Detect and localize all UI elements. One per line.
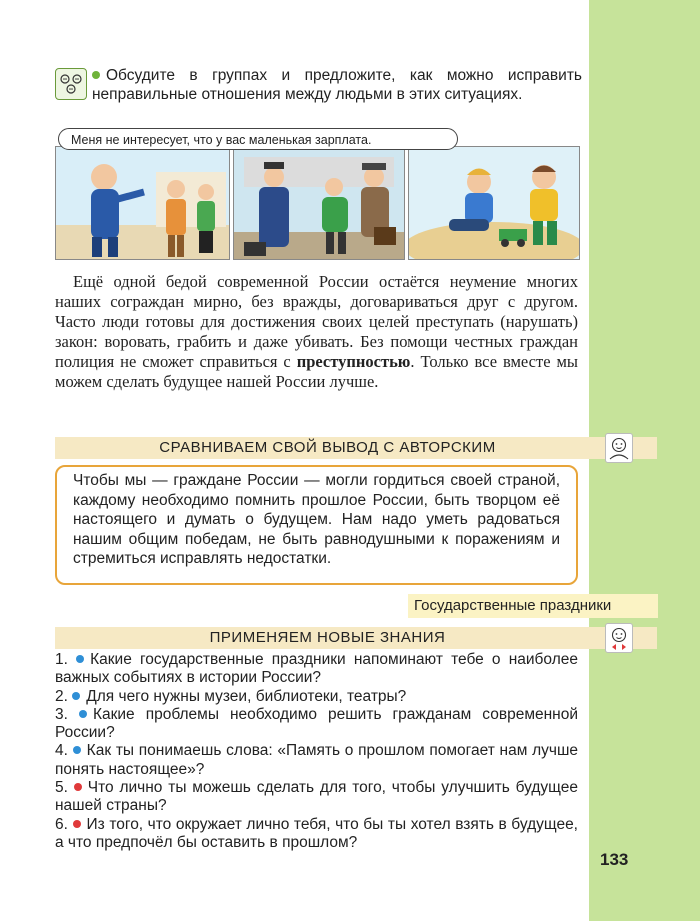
question-text: Какие проблемы необходимо решить гражданам современной России? xyxy=(55,705,579,742)
face-compare-icon xyxy=(605,433,633,463)
illustration-kids-fight xyxy=(408,146,580,260)
question-text: Какие государственные праздники напоминают тебе о наиболее важных событиях в истории России? xyxy=(55,651,578,687)
question-number: 5. xyxy=(55,779,68,797)
green-marker-icon xyxy=(92,71,100,79)
question-number: 4. xyxy=(55,742,68,760)
author-conclusion-box xyxy=(55,465,578,585)
paragraph-text-2: . Только все вместе мы можем сделать будущее нашей России лучше. xyxy=(55,352,578,391)
question-item xyxy=(55,706,578,743)
question-number: 2. xyxy=(55,687,68,705)
question-item xyxy=(55,742,578,779)
question-text: Как ты понимаешь слова: «Память о прошлом помогает нам лучше понять настоящее»? xyxy=(55,742,579,778)
question-item xyxy=(55,651,578,688)
question-item xyxy=(55,688,578,706)
illustration-thieves xyxy=(233,146,405,260)
blue-marker-icon xyxy=(72,692,80,700)
blue-marker-icon xyxy=(76,655,84,663)
main-paragraph xyxy=(55,272,578,392)
blue-marker-icon xyxy=(73,746,81,754)
blue-marker-icon xyxy=(79,710,87,718)
key-term: преступностью xyxy=(296,352,411,371)
question-item xyxy=(55,816,578,853)
red-marker-icon xyxy=(74,783,82,791)
author-conclusion-text: Чтобы мы — граждане России — могли гордиться своей страной, каждому необходимо помнить прошлое России, быть творцом её настоящего и думать о будущем. Нам надо уметь радоваться нашим общим победам, не быть равнодушными к поражениям и стремиться исправлять недостатки. xyxy=(73,472,560,567)
group-task xyxy=(92,66,582,104)
question-number: 1. xyxy=(55,651,68,668)
group-work-icon xyxy=(55,68,87,100)
question-number: 6. xyxy=(55,815,68,833)
questions-list xyxy=(55,651,578,852)
apply-section-header xyxy=(55,627,657,649)
group-task-text: Обсудите в группах и предложите, как можно исправить неправильные отношения между людьми в этих ситуациях. xyxy=(92,67,582,103)
paragraph-text-1: Ещё одной бедой современной России остаётся неумение многих наших сограждан мирно, без вражды, договариваться друг с другом. Часто люди готовы для достижения своих целей преступать (нарушать) закон: воровать, грабить и даже убивать. Без помощи честных граждан полиция не сможет справиться с xyxy=(55,272,578,371)
illustration-boss xyxy=(55,146,230,260)
vocabulary-term: Государственные праздники xyxy=(408,594,658,618)
question-text: Для чего нужны музеи, библиотеки, театры? xyxy=(86,687,407,705)
compare-section-title: СРАВНИВАЕМ СВОЙ ВЫВОД С АВТОРСКИМ xyxy=(159,439,496,456)
question-text: Из того, что окружает лично тебя, что бы ты хотел взять в будущее, а что предпочёл бы оставить в прошлом? xyxy=(55,815,578,851)
page-number: 133 xyxy=(600,850,629,869)
face-apply-icon xyxy=(605,623,633,653)
apply-section-title: ПРИМЕНЯЕМ НОВЫЕ ЗНАНИЯ xyxy=(209,629,446,646)
question-item xyxy=(55,779,578,816)
question-number: 3. xyxy=(55,705,68,723)
compare-section-header xyxy=(55,437,657,459)
speech-bubble: Меня не интересует, что у вас маленькая зарплата. xyxy=(58,128,458,150)
red-marker-icon xyxy=(73,820,81,828)
question-text: Что лично ты можешь сделать для того, чтобы улучшить будущее нашей страны? xyxy=(55,779,579,815)
